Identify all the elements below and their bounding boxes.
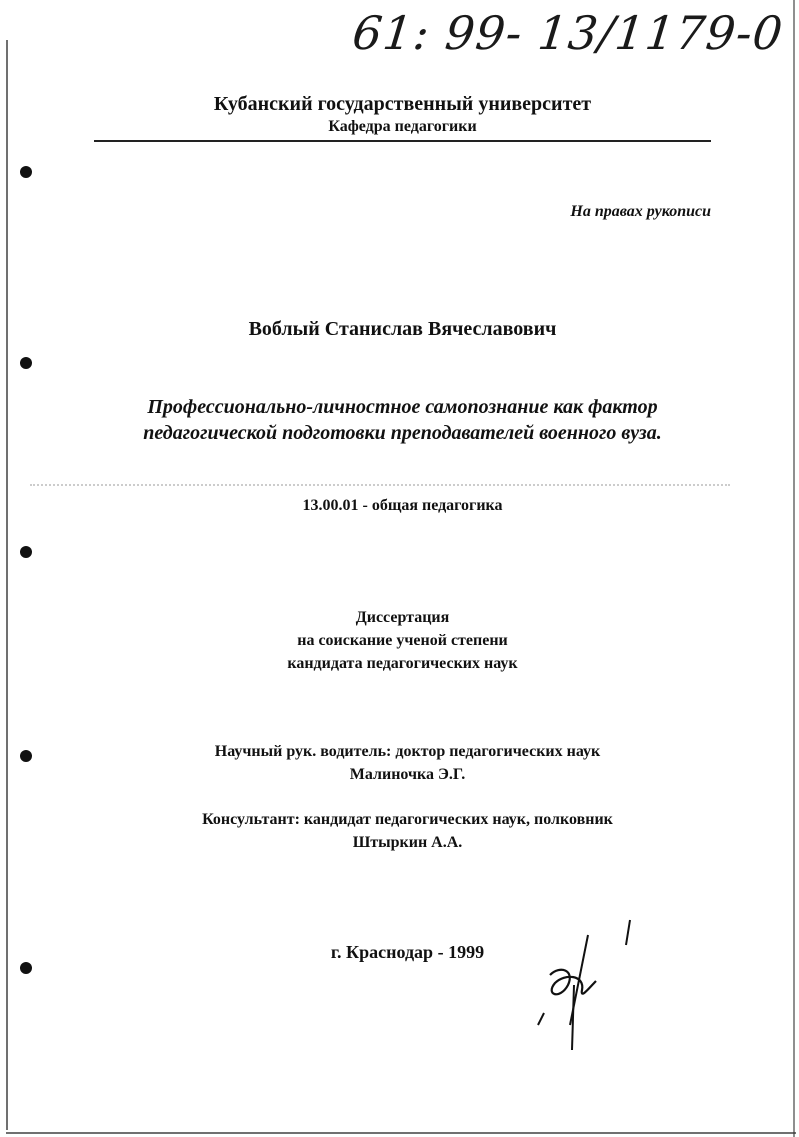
header-rule [94,140,711,142]
consultant-title: Консультант: кандидат педагогических наук, полковник [202,811,613,828]
dissertation-type [0,606,799,675]
supervisor-title: Научный рук. водитель: доктор педагогических наук [214,743,601,760]
department-name: Кафедра педагогики [328,118,477,135]
signature-icon [530,915,650,1055]
title-line: Профессионально-личностное самопознание как фактор [147,396,658,418]
supervisor [0,740,799,786]
title-line: педагогической подготовки преподавателей военного вуза. [143,422,662,444]
binding-hole-icon [20,357,32,369]
dissertation-title [0,394,799,446]
scan-left-border [6,40,8,1130]
binding-hole-icon [20,166,32,178]
manuscript-rights: На правах рукописи [570,203,711,220]
supervisor-name: Малиночка Э.Г. [349,766,466,783]
specialty-code: 13.00.01 - общая педагогика [302,497,503,514]
scan-noise [30,484,730,488]
diss-line: Диссертация [355,609,450,626]
binding-hole-icon [20,962,32,974]
consultant-name: Штыркин А.А. [352,834,463,851]
consultant [0,808,799,854]
binding-hole-icon [20,546,32,558]
scan-bottom-border [6,1132,796,1134]
archive-number: 61: 99- 13/1179-0 [350,6,786,60]
scan-right-border [793,0,795,1137]
author-name: Воблый Станислав Вячеславович [248,318,557,340]
diss-line: кандидата педагогических наук [287,655,518,672]
diss-line: на соискание ученой степени [297,632,508,649]
city-year: г. Краснодар - 1999 [330,942,485,962]
university-name: Кубанский государственный университет [213,93,592,115]
